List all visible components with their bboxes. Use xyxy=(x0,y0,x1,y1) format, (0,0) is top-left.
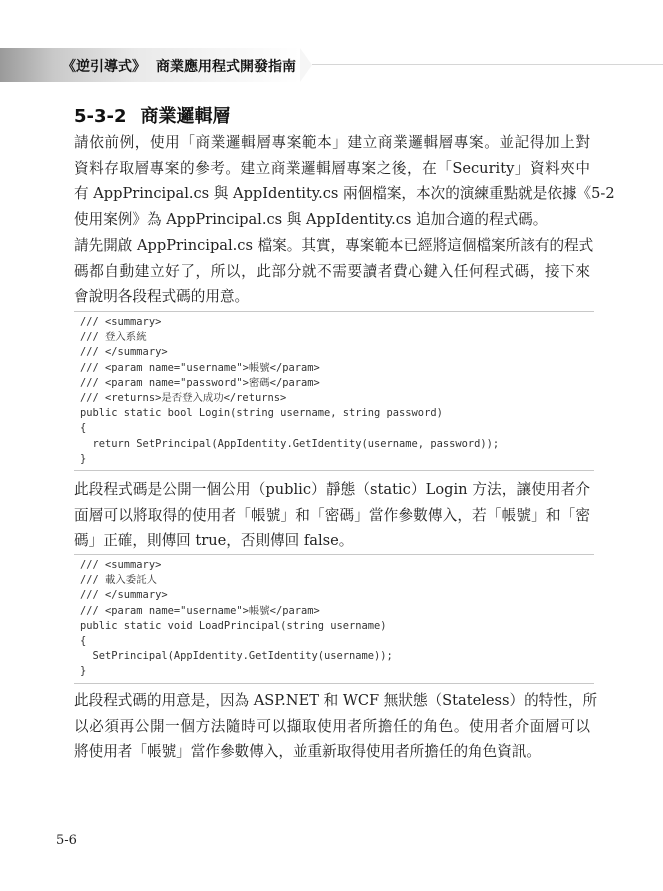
code-line: /// <param name="password">密碼</param> xyxy=(80,376,320,389)
paragraph-line: 使用案例》為 AppPrincipal.cs 與 AppIdentity.cs 追加合適的程式碼。 xyxy=(74,210,548,228)
paragraph-line: 碼」正確，則傳回 true，否則傳回 false。 xyxy=(74,532,354,549)
paragraph-line: 此段程式碼的用意是，因為 ASP.NET 和 WCF 無狀態（Stateless）的特性，所 xyxy=(74,692,598,709)
paragraph-load-principal-explanation xyxy=(74,688,598,765)
paragraph-line: 會說明各段程式碼的用意。 xyxy=(74,288,250,305)
running-header xyxy=(62,56,296,76)
code-block-login xyxy=(74,311,594,471)
paragraph-line: 碼都自動建立好了，所以，此部分就不需要讀者費心鍵入任何程式碼，接下來 xyxy=(74,262,590,280)
paragraph-open-file xyxy=(74,233,594,310)
paragraph-line: 請依前例，使用「商業邏輯層專案範本」建立商業邏輯層專案。並記得加上對 xyxy=(74,134,590,151)
code-line: public static bool Login(string username, string password) xyxy=(80,407,443,420)
section-title: 商業邏輯層 xyxy=(140,106,231,127)
code-line: /// 載入委託人 xyxy=(80,574,157,587)
paragraph-line: 此段程式碼是公開一個公用（public）靜態（static）Login 方法，讓使用者介 xyxy=(74,481,590,498)
paragraph-line: 有 AppPrincipal.cs 與 AppIdentity.cs 兩個檔案，本次的演練重點就是依據《5-2 xyxy=(74,185,615,202)
code-line: } xyxy=(80,452,87,465)
paragraph-line: 以必須再公開一個方法隨時可以擷取使用者所擔任的角色。使用者介面層可以 xyxy=(74,717,590,735)
paragraph-line: 面層可以將取得的使用者「帳號」和「密碼」當作參數傳入，若「帳號」和「密 xyxy=(74,506,590,524)
header-arrow xyxy=(300,48,312,82)
paragraph-login-explanation xyxy=(74,477,590,554)
code-line: /// </summary> xyxy=(80,346,168,359)
paragraph-line: 請先開啟 AppPrincipal.cs 檔案。其實，專案範本已經將這個檔案所該有的程式 xyxy=(74,237,594,254)
code-line: /// <summary> xyxy=(80,559,162,571)
code-line: /// <param name="username">帳號</param> xyxy=(80,604,320,617)
book-title: 《逆引導式》 xyxy=(62,59,146,75)
paragraph-line: 資料存取層專案的參考。建立商業邏輯層專案之後，在「Security」資料夾中 xyxy=(74,159,590,177)
code-line: } xyxy=(80,665,87,678)
code-line: { xyxy=(80,635,87,648)
code-line: /// 登入系統 xyxy=(80,331,147,344)
code-line: /// </summary> xyxy=(80,589,168,602)
code-line: /// <param name="username">帳號</param> xyxy=(80,361,320,374)
paragraph-intro xyxy=(74,130,615,232)
code-line: public static void LoadPrincipal(string username) xyxy=(80,619,387,632)
section-number: 5-3-2 xyxy=(74,106,127,127)
page-number: 5-6 xyxy=(56,833,77,848)
code-line: /// <returns>是否登入成功</returns> xyxy=(80,392,287,405)
code-line: return SetPrincipal(AppIdentity.GetIdentity(username, password)); xyxy=(80,437,500,450)
book-subtitle: 商業應用程式開發指南 xyxy=(156,59,296,75)
code-block-load-principal xyxy=(74,554,594,684)
code-line: /// <summary> xyxy=(80,316,162,328)
code-line: { xyxy=(80,422,87,435)
header-rule xyxy=(312,64,663,65)
code-line: SetPrincipal(AppIdentity.GetIdentity(username)); xyxy=(80,650,393,663)
paragraph-line: 將使用者「帳號」當作參數傳入，並重新取得使用者所擔任的角色資訊。 xyxy=(74,743,542,760)
section-heading xyxy=(74,102,231,128)
